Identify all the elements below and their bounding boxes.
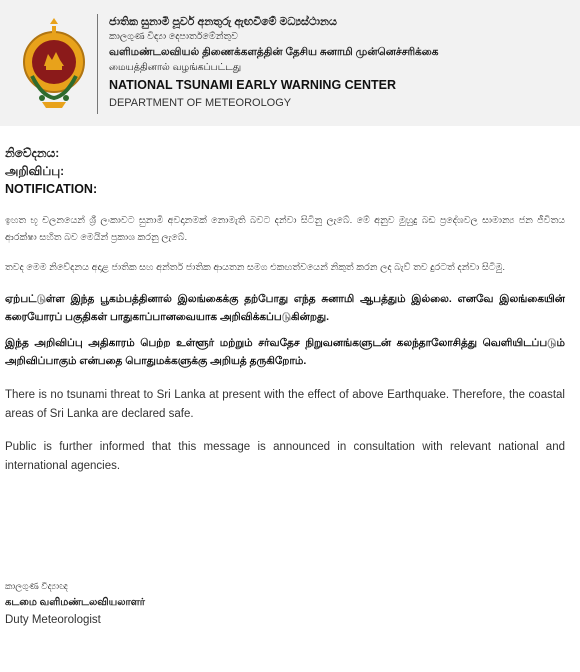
letterhead (0, 0, 580, 126)
label-english: NOTIFICATION: (5, 182, 98, 196)
header-english-title: NATIONAL TSUNAMI EARLY WARNING CENTER (109, 78, 397, 92)
label-tamil: அறிவிப்பு: (5, 164, 65, 178)
header-sinhala-title: ජාතික සුනාමි පූර්ව අනතුරු ඇඟවීමේ මධ්‍යස්ථානය (109, 16, 337, 28)
header-tamil-subtitle: மையத்தினால் வழங்கப்பட்டது (109, 62, 242, 73)
tamil-paragraph-2: இந்த அறிவிப்பு அதிகாரம் பெற்ற உள்ளூர் மற்றும் சர்வதேச நிறுவனங்களுடன் கலந்தாலோசித்து வெளியிடப்படும் அறிவிப்பாகும் என்பதை பொதுமக்களுக்கு அறியத் தருகிறோம். (5, 337, 565, 367)
sinhala-paragraph-1: ඉහත භූ චලනයෙන් ශ්‍රී ලංකාවට සුනාමි අවදානමක් නොමැති බවට දන්වා සිටිනු ලැබේ. මේ අනුව මුහුදු බඩ ප්‍රදේශවල සාමාන්‍ය ජන ජීවිතය ආරක්ෂා සහිත බව මෙයින් ප්‍රකාශ කරනු ලැබේ. (5, 215, 565, 243)
tamil-paragraph-1: ஏற்பட்டுள்ள இந்த பூகம்பத்தினால் இலங்கைக்கு தற்போது எந்த சுனாமி ஆபத்தும் இல்லை. எனவே இலங்கையின் கரையோரப் பகுதிகள் பாதுகாப்பானவையாக அறிவிக்கப்படுகின்றது. (5, 293, 565, 323)
header-tamil-title: வளிமண்டலவியல் திணைக்களத்தின் தேசிய சுனாமி முன்னெச்சரிக்கை (109, 46, 439, 58)
header-text (109, 14, 569, 112)
english-paragraph-2: Public is further informed that this message is announced in consultation with relevant national and international agencies. (5, 441, 565, 472)
header-sinhala-subtitle: කාලගුණ විද්‍යා දෙපාර්තමේන්තුව (109, 31, 238, 42)
sinhala-paragraph-2: තවද මෙම නිවේදනය අදාළ ජාතික සහ අන්තර් ජාතික ආයතන සමග එකඟත්වයෙන් නිකුත් කරන ලද බැව් තව දුරටත් දන්වා සිටිමු. (5, 262, 506, 273)
notification-body (5, 144, 565, 476)
english-paragraph-1: There is no tsunami threat to Sri Lanka at present with the effect of above Earthquake. Therefore, the coastal areas of Sri Lanka are declared safe. (5, 389, 565, 420)
header-english-subtitle: DEPARTMENT OF METEOROLOGY (109, 97, 292, 109)
header-divider (97, 14, 98, 114)
label-sinhala: නිවේදනය: (5, 146, 60, 160)
signature-sinhala: කාලගුණ විද්‍යාඥ (5, 581, 68, 591)
sri-lanka-emblem-icon (22, 16, 86, 112)
signature-block (5, 579, 145, 629)
signature-tamil: கடமை வளிமண்டலவியலாளர் (5, 597, 146, 608)
signature-english: Duty Meteorologist (5, 614, 101, 626)
